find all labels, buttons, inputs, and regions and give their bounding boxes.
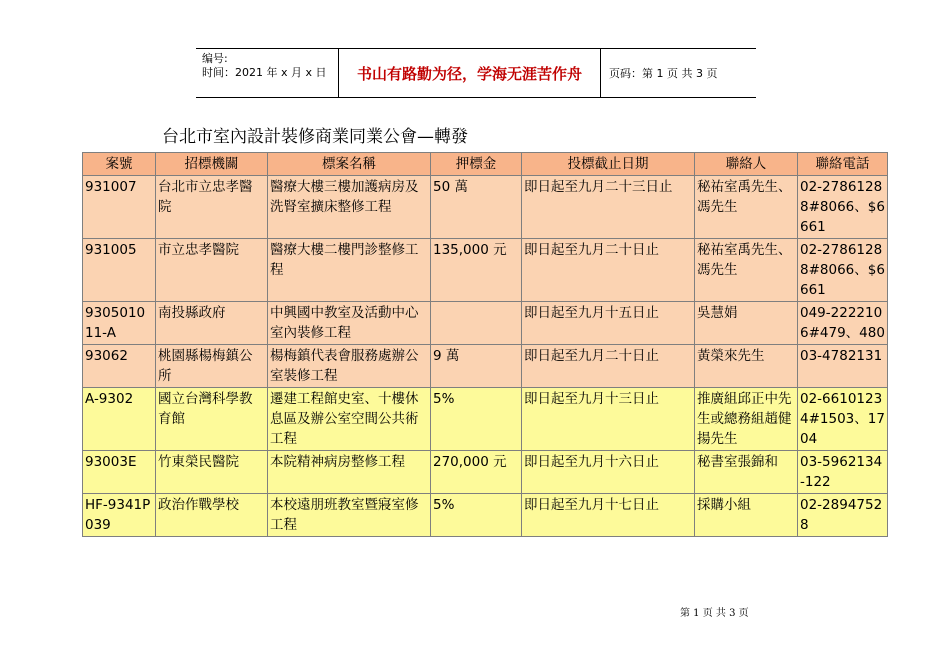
cell-deposit [431, 302, 522, 345]
table-row [83, 302, 888, 345]
col-deadline: 投標截止日期 [522, 153, 695, 176]
cell-case-no: HF-9341P039 [83, 494, 156, 537]
cell-agency: 政治作戰學校 [156, 494, 268, 537]
col-contact: 聯絡人 [695, 153, 798, 176]
cell-project: 本校遠朋班教室暨寢室修工程 [268, 494, 431, 537]
table-row [83, 176, 888, 239]
cell-project: 中興國中教室及活動中心室內裝修工程 [268, 302, 431, 345]
table-row [83, 239, 888, 302]
number-label: 编号: [202, 52, 228, 65]
cell-contact: 黃榮來先生 [695, 345, 798, 388]
cell-phone: 02-28947528 [798, 494, 888, 537]
cell-case-no: 93003E [83, 451, 156, 494]
cell-project: 醫療大樓二樓門診整修工程 [268, 239, 431, 302]
cell-deposit: 9 萬 [431, 345, 522, 388]
page-footer: 第 1 页 共 3 页 [680, 608, 749, 619]
cell-deposit: 5% [431, 494, 522, 537]
cell-agency: 台北市立忠孝醫院 [156, 176, 268, 239]
cell-project: 遷建工程館史室、十樓休息區及辦公室空間公共術工程 [268, 388, 431, 451]
col-project: 標案名稱 [268, 153, 431, 176]
cell-case-no: A-9302 [83, 388, 156, 451]
header-motto: 书山有路勤为径，学海无涯苦作舟 [339, 49, 601, 97]
cell-deposit: 50 萬 [431, 176, 522, 239]
cell-contact: 採購小組 [695, 494, 798, 537]
cell-phone: 02-66101234#1503、1704 [798, 388, 888, 451]
table-row [83, 494, 888, 537]
cell-deadline: 即日起至九月十五日止 [522, 302, 695, 345]
col-deposit: 押標金 [431, 153, 522, 176]
table-row [83, 388, 888, 451]
cell-deadline: 即日起至九月十七日止 [522, 494, 695, 537]
cell-phone: 02-27861288#8066、$6661 [798, 239, 888, 302]
table-header-row [83, 153, 888, 176]
cell-case-no: 931005 [83, 239, 156, 302]
col-phone: 聯絡電話 [798, 153, 888, 176]
cell-project: 楊梅鎮代表會服務處辦公室裝修工程 [268, 345, 431, 388]
page-header [196, 48, 756, 98]
header-meta [196, 49, 339, 97]
cell-deposit: 270,000 元 [431, 451, 522, 494]
cell-project: 本院精神病房整修工程 [268, 451, 431, 494]
cell-deadline: 即日起至九月二十日止 [522, 239, 695, 302]
cell-phone: 03-5962134-122 [798, 451, 888, 494]
cell-agency: 竹東榮民醫院 [156, 451, 268, 494]
document-title: 台北市室內設計裝修商業同業公會—轉發 [162, 127, 468, 147]
cell-deadline: 即日起至九月十六日止 [522, 451, 695, 494]
table-row [83, 451, 888, 494]
bid-table [82, 152, 888, 537]
cell-agency: 國立台灣科學教育館 [156, 388, 268, 451]
cell-deadline: 即日起至九月二十三日止 [522, 176, 695, 239]
cell-project: 醫療大樓三樓加護病房及洗腎室擴床整修工程 [268, 176, 431, 239]
table-row [83, 345, 888, 388]
cell-agency: 桃園縣楊梅鎮公所 [156, 345, 268, 388]
time-label: 时间：2021 年 x 月 x 日 [202, 66, 327, 79]
cell-case-no: 93062 [83, 345, 156, 388]
col-case-no: 案號 [83, 153, 156, 176]
header-page-label: 页码：第 1 页 共 3 页 [609, 67, 718, 80]
cell-case-no: 930501011-A [83, 302, 156, 345]
col-agency: 招標機關 [156, 153, 268, 176]
cell-agency: 南投縣政府 [156, 302, 268, 345]
cell-deposit: 135,000 元 [431, 239, 522, 302]
cell-deadline: 即日起至九月十三日止 [522, 388, 695, 451]
cell-contact: 秘祐室禹先生、馮先生 [695, 176, 798, 239]
cell-phone: 03-4782131 [798, 345, 888, 388]
cell-deadline: 即日起至九月二十日止 [522, 345, 695, 388]
cell-contact: 吳慧娟 [695, 302, 798, 345]
cell-contact: 推廣組邱正中先生或總務組趙健揚先生 [695, 388, 798, 451]
cell-agency: 市立忠孝醫院 [156, 239, 268, 302]
cell-deposit: 5% [431, 388, 522, 451]
cell-phone: 02-27861288#8066、$6661 [798, 176, 888, 239]
cell-contact: 秘祐室禹先生、馮先生 [695, 239, 798, 302]
cell-case-no: 931007 [83, 176, 156, 239]
cell-phone: 049-2222106#479、480 [798, 302, 888, 345]
cell-contact: 秘書室張錦和 [695, 451, 798, 494]
